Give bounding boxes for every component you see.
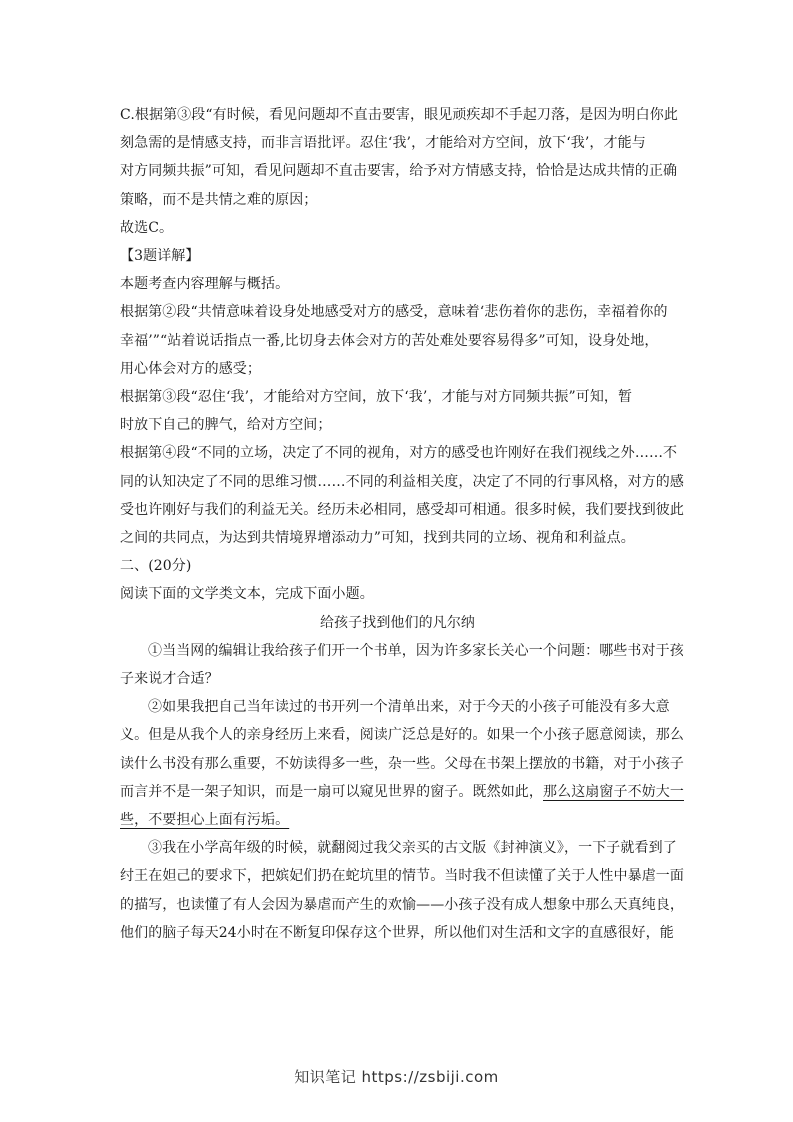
footer-watermark: 知识笔记 https://zsbiji.com: [294, 1068, 499, 1086]
paragraph-3-line: 的描写，也读懂了有人会因为暴虐而产生的欢愉——小孩子没有成人想象中那么天真纯良，: [120, 896, 684, 913]
underlined-sentence: 那么这扇窗子不妨大一: [543, 783, 684, 800]
text-line: 对方同频共振”可知，看见问题却不直击要害，给予对方情感支持，恰恰是达成共情的正确: [120, 163, 678, 180]
document-page: [120, 101, 684, 947]
text-line: 根据第④段“不同的立场，决定了不同的视角，对方的感受也许刚好在我们视线之外……不: [120, 445, 678, 462]
paragraph-1-line: 子来说才合适？: [120, 671, 219, 688]
text-line: 根据第②段“共情意味着设身处地感受对方的感受，意味着‘悲伤着你的悲伤，幸福着你的: [120, 304, 668, 321]
text-line: 同的认知决定了不同的思维习惯……不同的利益相关度，决定了不同的行事风格，对方的感: [120, 473, 684, 490]
text-line: 故选C。: [120, 219, 174, 236]
text-line: 本题考查内容理解与概括。: [120, 276, 290, 293]
paragraph-2-line: [120, 806, 675, 834]
text-line: 刻急需的是情感支持，而非言语批评。忍住‘我’，才能给对方空间，放下‘我’，才能与: [120, 135, 646, 152]
paragraph-2-line: 义。但是从我个人的亲身经历上来看，阅读广泛总是好的。如果一个小孩子愿意阅读，那么: [120, 727, 684, 744]
section-heading: 【3题详解】: [120, 248, 200, 265]
instruction-line: 阅读下面的文学类文本，完成下面小题。: [120, 586, 374, 603]
text-line: 受也许刚好与我们的利益无关。经历未必相同，感受却可相通。很多时候，我们要找到彼此: [120, 501, 684, 518]
underlined-sentence: 些，不要担心上面有污垢。: [120, 812, 290, 829]
text-line: 之间的共同点，为达到共情境界增添动力”可知，找到共同的立场、视角和利益点。: [120, 530, 635, 547]
paragraph-2-text: 而言并不是一架子知识，而是一扇可以窥见世界的窗子。既然如此，: [120, 783, 543, 800]
paragraph-2-line: [120, 778, 684, 806]
text-line: 用心体会对方的感受；: [120, 360, 261, 377]
paragraph-3-line: 他们的脑子每天24小时在不断复印保存这个世界，所以他们对生活和文字的直感很好，能: [120, 924, 674, 941]
text-line: 策略，而不是共情之难的原因；: [120, 191, 318, 208]
text-line: 幸福’”“站着说话指点一番,比切身去体会对方的苦处难处要容易得多”可知，设身处地，: [120, 332, 659, 349]
paragraph-2-line: ②如果我把自己当年读过的书开列一个清单出来，对于今天的小孩子可能没有多大意: [148, 699, 670, 716]
text-line: 时放下自己的脾气，给对方空间；: [120, 417, 332, 434]
paragraph-2-line: 读什么书没有那么重要，不妨读得多一些，杂一些。父母在书架上摆放的书籍，对于小孩子: [120, 755, 684, 772]
paragraph-1-line: ①当当网的编辑让我给孩子们开一个书单，因为许多家长关心一个问题：哪些书对于孩: [148, 642, 684, 659]
text-line: C.根据第③段“有时候，看见问题却不直击要害，眼见顽疾却不手起刀落，是因为明白你此: [120, 107, 678, 123]
paragraph-3-line: 纣王在妲己的要求下，把嫔妃们扔在蛇坑里的情节。当时我不但读懂了关于人性中暴虐一面: [120, 868, 684, 885]
text-line: 根据第③段“忍住‘我’，才能给对方空间，放下‘我’，才能与对方同频共振”可知，暂: [120, 389, 633, 406]
article-title: 给孩子找到他们的凡尔纳: [319, 614, 476, 631]
section-number: 二、(20分): [120, 558, 192, 575]
paragraph-3-line: ③我在小学高年级的时候，就翻阅过我父亲买的古文版《封神演义》，一下子就看到了: [148, 840, 677, 857]
